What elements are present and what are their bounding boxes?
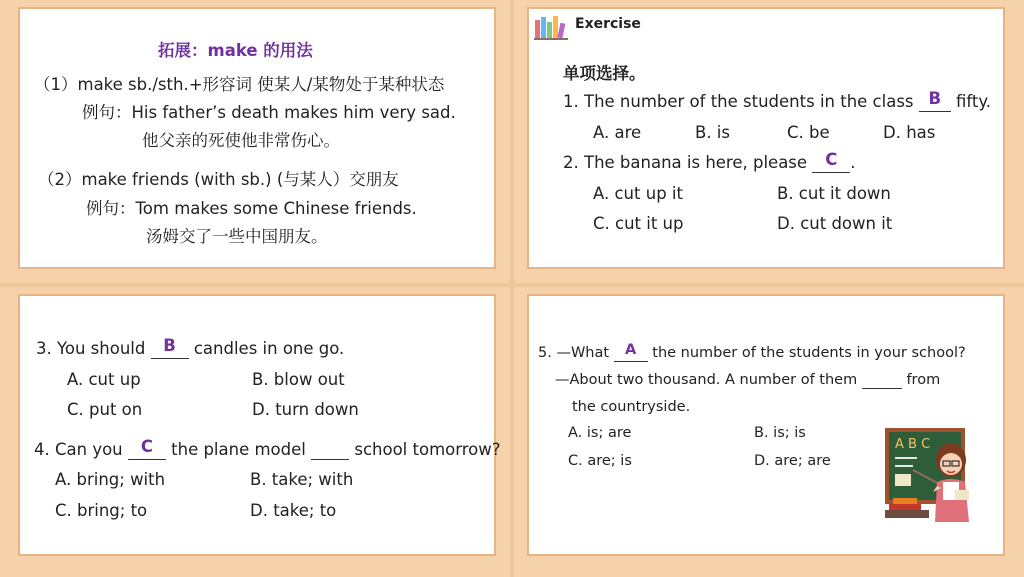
blank [311,442,349,460]
answer-letter: B [928,89,942,108]
question-5-line-3: the countryside. [572,399,691,415]
question-4-text-mid: the plane model [165,440,312,459]
blank [862,373,902,389]
usage-rule-2: （2）make friends (with sb.) (与某人）交朋友 [38,170,399,189]
option-b: B. is; is [754,425,806,441]
option-b: B. blow out [252,370,345,389]
question-3 [36,336,345,359]
question-4-text: 4. Can you [34,440,128,459]
usage-rule-1: （1）make sb./sth.+形容词 使某人/某物处于某种状态 [34,75,445,94]
teacher-illustration [883,426,979,526]
question-3-text-end: candles in one go. [188,339,345,358]
question-5-reply-end: from [901,372,941,388]
option-a: A. is; are [568,425,632,441]
question-3-text: 3. You should [36,339,151,358]
question-5-reply: —About two thousand. A number of them [555,372,862,388]
option-a: A. cut up it [593,184,683,203]
usage-translation-2: 汤姆交了一些中国朋友。 [146,227,328,246]
answer-blank [812,150,850,173]
option-d: D. are; are [754,453,831,469]
answer-blank [128,437,166,460]
question-1-text-end: fifty. [950,92,992,111]
usage-translation-1: 他父亲的死使他非常伤心。 [142,131,340,150]
option-d: D. cut down it [777,214,893,233]
board-letters: A B C [895,437,931,452]
horizontal-divider [0,283,1024,287]
question-5-text-end: the number of the students in your school? [647,345,966,361]
vertical-divider [510,0,514,577]
answer-blank [919,89,951,112]
question-2-text-end: . [850,153,856,172]
question-1 [563,89,992,112]
option-c: C. are; is [568,453,632,469]
slide-panel-exercise [527,7,1005,269]
option-b: B. take; with [250,470,354,489]
question-2 [563,150,856,173]
answer-letter: A [625,342,637,358]
option-c: C. bring; to [55,501,148,520]
option-d: D. turn down [252,400,359,419]
answer-blank [151,336,189,359]
answer-letter: C [825,150,838,169]
usage-example-2: 例句：Tom makes some Chinese friends. [86,199,417,218]
question-2-text: 2. The banana is here, please [563,153,813,172]
answer-letter: C [140,437,153,456]
question-5-text: 5. —What [538,345,614,361]
slide-panel-questions-3-4 [18,294,501,556]
question-1-text: 1. The number of the students in the class [563,92,919,111]
option-a: A. are [593,123,642,142]
exercise-header: Exercise [575,16,641,32]
option-b: B. cut it down [777,184,891,203]
option-c: C. cut it up [593,214,684,233]
panel-title: 拓展：make 的用法 [158,41,313,60]
option-d: D. take; to [250,501,337,520]
option-d: D. has [883,123,936,142]
books-icon [534,14,570,44]
section-heading: 单项选择。 [563,64,646,83]
question-5-line-2 [555,372,940,389]
answer-blank [614,342,648,362]
usage-example-1: 例句：His father’s death makes him very sad. [82,103,456,122]
question-5-line-1 [538,342,966,362]
option-a: A. cut up [67,370,141,389]
question-4 [34,437,501,460]
option-a: A. bring; with [55,470,166,489]
question-4-text-end: school tomorrow? [349,440,501,459]
option-c: C. put on [67,400,143,419]
option-c: C. be [787,123,830,142]
answer-letter: B [163,336,176,355]
slide-panel-make-usage [18,7,496,269]
option-b: B. is [695,123,730,142]
slide-panel-question-5 [527,294,1005,556]
